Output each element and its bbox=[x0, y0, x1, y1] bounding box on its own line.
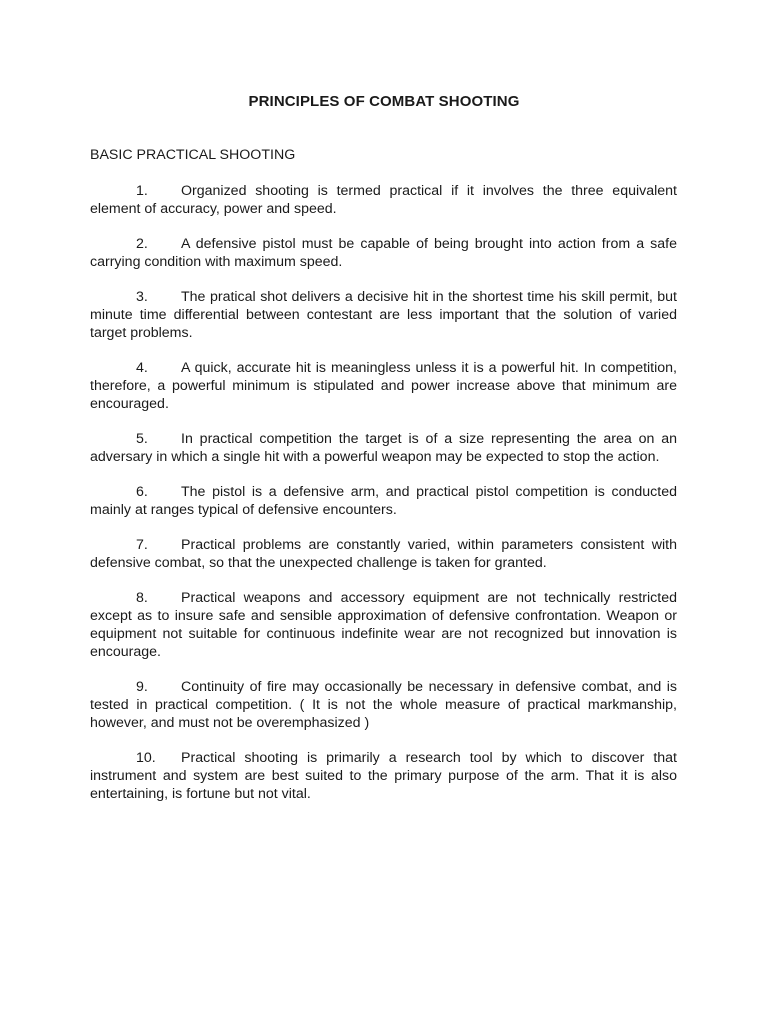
item-text: In practical competition the target is of a size representing the area on an adversary in which a single hit with a powerful weapon may be expected to stop the action. bbox=[90, 431, 677, 465]
list-item bbox=[90, 182, 677, 218]
list-item bbox=[90, 678, 677, 732]
list-item bbox=[90, 749, 677, 803]
list-item bbox=[90, 536, 677, 572]
item-text: Practical weapons and accessory equipment are not technically restricted except as to insure safe and sensible approximation of defensive confrontation. Weapon or equipment not suitable for continuous indefinite wear are not recognized but innovation is encourage. bbox=[90, 590, 677, 660]
list-item bbox=[90, 589, 677, 661]
item-text: A quick, accurate hit is meaningless unless it is a powerful hit. In competition, therefore, a powerful minimum is stipulated and power increase above that minimum are encouraged. bbox=[90, 360, 677, 412]
item-number: 7. bbox=[136, 537, 148, 553]
list-item bbox=[90, 430, 677, 466]
item-number: 8. bbox=[136, 590, 148, 606]
item-number: 10. bbox=[136, 750, 156, 766]
item-number: 3. bbox=[136, 289, 148, 305]
list-item bbox=[90, 235, 677, 271]
item-number: 2. bbox=[136, 236, 148, 252]
item-number: 4. bbox=[136, 360, 148, 376]
item-text: The pistol is a defensive arm, and practical pistol competition is conducted mainly at ranges typical of defensive encounters. bbox=[90, 484, 677, 518]
item-text: Continuity of fire may occasionally be necessary in defensive combat, and is tested in practical competition. ( It is not the whole measure of practical markmanship, however, and must not be overemphasized ) bbox=[90, 679, 677, 731]
item-number: 9. bbox=[136, 679, 148, 695]
item-text: Practical problems are constantly varied, within parameters consistent with defensive combat, so that the unexpected challenge is taken for granted. bbox=[90, 537, 677, 571]
item-number: 6. bbox=[136, 484, 148, 500]
item-text: The pratical shot delivers a decisive hit in the shortest time his skill permit, but minute time differential between contestant are less important that the solution of varied target problems. bbox=[90, 289, 677, 341]
page-title: PRINCIPLES OF COMBAT SHOOTING bbox=[248, 93, 520, 110]
item-text: Practical shooting is primarily a research tool by which to discover that instrument and system are best suited to the primary purpose of the arm. That it is also entertaining, is fortune but not vital. bbox=[90, 750, 677, 802]
list-item bbox=[90, 288, 677, 342]
section-heading: BASIC PRACTICAL SHOOTING bbox=[90, 147, 296, 163]
item-text: A defensive pistol must be capable of being brought into action from a safe carrying condition with maximum speed. bbox=[90, 236, 677, 270]
list-item bbox=[90, 483, 677, 519]
item-text: Organized shooting is termed practical if it involves the three equivalent element of accuracy, power and speed. bbox=[90, 183, 677, 217]
item-number: 5. bbox=[136, 431, 148, 447]
item-number: 1. bbox=[136, 183, 148, 199]
list-item bbox=[90, 359, 677, 413]
numbered-list bbox=[90, 182, 677, 820]
